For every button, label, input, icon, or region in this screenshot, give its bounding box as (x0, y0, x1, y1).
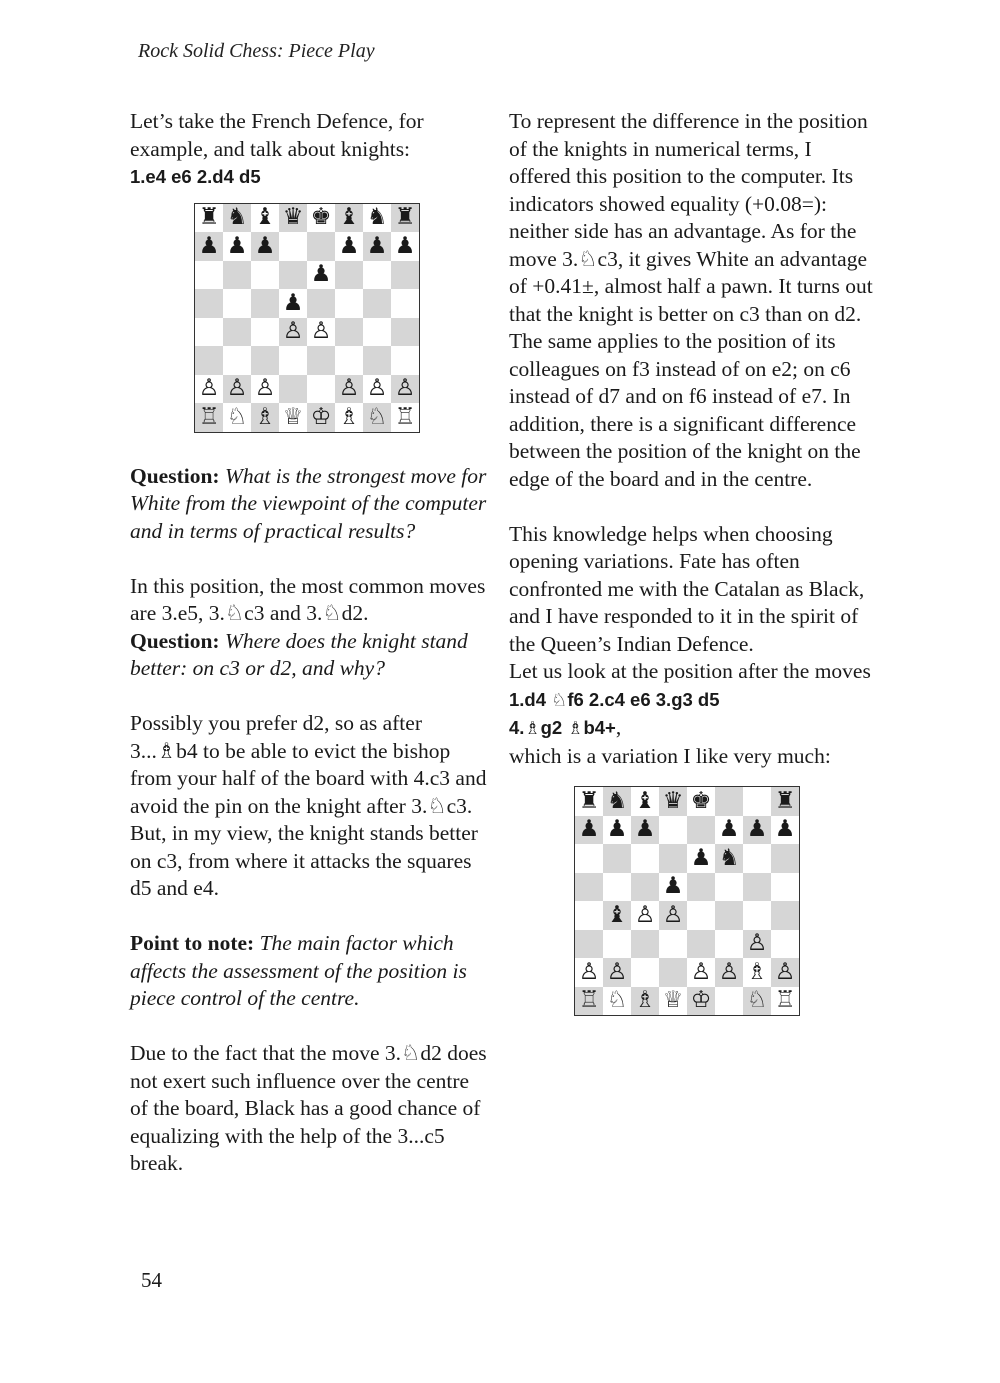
chess-piece-square: ♜ (575, 787, 603, 816)
board-square (335, 346, 363, 375)
board-square (715, 930, 743, 959)
chess-piece-square: ♟ (391, 232, 419, 261)
board-square (575, 930, 603, 959)
paragraph: In this position, the most common moves are 3.e5, 3.♘c3 and 3.♘d2. (130, 573, 486, 625)
knight-figurine-icon: ♘ (551, 689, 568, 711)
board-square (603, 930, 631, 959)
chess-piece-square: ♟ (743, 816, 771, 845)
chess-piece-square: ♟ (631, 816, 659, 845)
chess-piece-square: ♟ (603, 816, 631, 845)
note-label: Point to note: (130, 931, 255, 955)
chess-piece-square: ♞ (603, 787, 631, 816)
chess-piece-square: ♔ (307, 403, 335, 432)
chess-piece-square: ♙ (743, 930, 771, 959)
chess-piece-square: ♘ (363, 403, 391, 432)
chess-piece-square: ♚ (307, 204, 335, 233)
board-square (603, 844, 631, 873)
chess-piece-square: ♗ (743, 958, 771, 987)
chess-piece-square: ♙ (687, 958, 715, 987)
chess-piece-square: ♕ (659, 987, 687, 1016)
chess-piece-square: ♟ (575, 816, 603, 845)
chess-piece-square: ♖ (195, 403, 223, 432)
board-square (195, 261, 223, 290)
chess-diagram-2 (574, 786, 874, 1016)
board-square (715, 987, 743, 1016)
chess-piece-square: ♟ (251, 232, 279, 261)
board-square (687, 873, 715, 902)
board-square (195, 289, 223, 318)
chess-piece-square: ♙ (771, 958, 799, 987)
board-square (223, 346, 251, 375)
chess-piece-square: ♝ (603, 901, 631, 930)
board-square (279, 232, 307, 261)
chess-piece-square: ♘ (603, 987, 631, 1016)
board-square (771, 901, 799, 930)
move-text: g2 (540, 717, 568, 738)
board-square (631, 873, 659, 902)
question-label: Question: (130, 628, 220, 653)
chess-piece-square: ♛ (279, 204, 307, 233)
paragraph: Let us look at the position after the moves (509, 659, 871, 683)
chess-piece-square: ♔ (687, 987, 715, 1016)
chess-piece-square: ♘ (743, 987, 771, 1016)
board-square (307, 289, 335, 318)
paragraph: Possibly you prefer d2, so as after 3...♗b4 to be able to evict the bishop from your half of the board with 4.c3 and avoid the pin on the knight after 3.♘c3. But, in my view, the knight stands better on c3, from where it attacks the squares d5 and e4. (130, 711, 487, 900)
chess-piece-square: ♙ (307, 318, 335, 347)
chess-piece-square: ♘ (223, 403, 251, 432)
board-square (631, 930, 659, 959)
board-square (687, 930, 715, 959)
board-square (251, 289, 279, 318)
left-column (130, 108, 490, 1178)
chess-piece-square: ♙ (223, 375, 251, 404)
move-text: 4. (509, 717, 525, 738)
moves-line-2 (509, 714, 874, 743)
board-square (279, 375, 307, 404)
board-square (251, 261, 279, 290)
chess-piece-square: ♗ (631, 987, 659, 1016)
point-to-note (130, 930, 490, 1013)
board-square (575, 873, 603, 902)
board-square (223, 289, 251, 318)
board-square (743, 844, 771, 873)
question-text: Where does the knight stand better: on c3 or d2, and why? (130, 628, 468, 680)
chess-piece-square: ♜ (771, 787, 799, 816)
chess-piece-square: ♖ (575, 987, 603, 1016)
chess-piece-square: ♜ (195, 204, 223, 233)
board-square (195, 346, 223, 375)
board-square (771, 844, 799, 873)
board-square (743, 901, 771, 930)
chess-piece-square: ♟ (307, 261, 335, 290)
paragraph: This knowledge helps when choosing opening variations. Fate has often confronted me with the Catalan as Black, and I have responded to it in the spirit of the Queen’s Indian Defence. (509, 521, 865, 656)
question-text: What is the strongest move for White from the viewpoint of the computer and in terms of practical results? (130, 463, 487, 543)
intro-text: Let’s take the French Defence, for example, and talk about knights: (130, 109, 424, 161)
board-square (771, 873, 799, 902)
chess-piece-square: ♛ (659, 787, 687, 816)
chess-piece-square: ♙ (251, 375, 279, 404)
board-square (771, 930, 799, 959)
chess-piece-square: ♗ (251, 403, 279, 432)
board-square (363, 346, 391, 375)
chess-piece-square: ♟ (715, 816, 743, 845)
chess-piece-square: ♙ (363, 375, 391, 404)
chess-piece-square: ♖ (391, 403, 419, 432)
board-square (223, 318, 251, 347)
board-square (279, 346, 307, 375)
chess-piece-square: ♝ (251, 204, 279, 233)
paragraph: which is a variation I like very much: (509, 743, 831, 768)
board-square (335, 289, 363, 318)
board-square (715, 901, 743, 930)
board-square (391, 346, 419, 375)
board-square (307, 232, 335, 261)
board-square (631, 844, 659, 873)
chess-piece-square: ♟ (279, 289, 307, 318)
board-square (363, 289, 391, 318)
chess-piece-square: ♙ (659, 901, 687, 930)
board-square (335, 261, 363, 290)
question-2 (130, 628, 490, 683)
paragraph: To represent the difference in the position of the knights in numerical terms, I offered this position to the computer. Its indicators showed equality (+0.08=): neither side has an advantage. As for the move 3.♘c3, it gives White an advantage of +0.41±, almost half a pawn. It turns out that the knight is better on c3 than on d2. The same applies to the position of its colleagues on f3 instead of on e2; on c6 instead of d7 and on f6 instead of e7. In addition, there is a significant difference between the position of the knight on the edge of the board and in the centre. (509, 109, 873, 491)
chess-piece-square: ♗ (335, 403, 363, 432)
bishop-figurine-icon: ♗ (567, 718, 584, 739)
board-square (659, 816, 687, 845)
board-square (659, 930, 687, 959)
chess-piece-square: ♟ (195, 232, 223, 261)
chess-piece-square: ♟ (687, 844, 715, 873)
chess-piece-square: ♜ (391, 204, 419, 233)
board-square (307, 375, 335, 404)
board-square (251, 318, 279, 347)
moves-line-1 (509, 686, 874, 715)
board-square (715, 787, 743, 816)
chess-piece-square: ♟ (363, 232, 391, 261)
move-text: f6 2.c4 e6 3.g3 d5 (567, 688, 720, 710)
chess-piece-square: ♟ (335, 232, 363, 261)
chess-piece-square: ♚ (687, 787, 715, 816)
board-square (659, 844, 687, 873)
board-square (391, 289, 419, 318)
chess-piece-square: ♙ (335, 375, 363, 404)
chess-piece-square: ♙ (279, 318, 307, 347)
board-square (715, 873, 743, 902)
board-square (659, 958, 687, 987)
board-square (575, 844, 603, 873)
board-square (687, 816, 715, 845)
chess-piece-square: ♝ (335, 204, 363, 233)
board-square (687, 901, 715, 930)
board-square (391, 261, 419, 290)
board-square (743, 873, 771, 902)
chess-piece-square: ♖ (771, 987, 799, 1016)
right-column (509, 108, 874, 1016)
board-square (743, 787, 771, 816)
chess-piece-square: ♙ (391, 375, 419, 404)
board-square (603, 873, 631, 902)
board-square (391, 318, 419, 347)
chess-piece-square: ♙ (631, 901, 659, 930)
intro-moves: 1.e4 e6 2.d4 d5 (130, 166, 261, 187)
bishop-figurine-icon: ♗ (524, 718, 541, 739)
board-square (279, 261, 307, 290)
board-square (335, 318, 363, 347)
move-text: b4+ (583, 717, 616, 738)
chess-piece-square: ♞ (223, 204, 251, 233)
note-text: The main factor which affects the assessment of the position is piece control of the centre. (130, 931, 467, 1010)
chess-piece-square: ♙ (575, 958, 603, 987)
chess-piece-square: ♕ (279, 403, 307, 432)
board-square (575, 901, 603, 930)
chess-piece-square: ♙ (195, 375, 223, 404)
comma: , (615, 715, 622, 739)
question-label: Question: (130, 463, 220, 488)
chess-piece-square: ♙ (603, 958, 631, 987)
chessboard (194, 203, 420, 433)
board-square (307, 346, 335, 375)
running-header: Rock Solid Chess: Piece Play (138, 40, 375, 62)
move-text: 1.d4 (509, 688, 552, 710)
board-square (631, 958, 659, 987)
board-square (223, 261, 251, 290)
chess-piece-square: ♝ (631, 787, 659, 816)
chess-piece-square: ♟ (771, 816, 799, 845)
chess-piece-square: ♞ (715, 844, 743, 873)
chessboard (574, 786, 800, 1016)
board-square (251, 346, 279, 375)
board-square (195, 318, 223, 347)
page-number: 54 (141, 1268, 162, 1292)
board-square (363, 261, 391, 290)
question-1 (130, 463, 490, 546)
chess-piece-square: ♙ (715, 958, 743, 987)
board-square (363, 318, 391, 347)
chess-piece-square: ♟ (659, 873, 687, 902)
chess-diagram-1 (194, 203, 490, 433)
chess-piece-square: ♞ (363, 204, 391, 233)
paragraph: Due to the fact that the move 3.♘d2 does not exert such influence over the centre of the board, Black has a good chance of equalizing with the help of the 3...c5 break. (130, 1041, 487, 1175)
chess-piece-square: ♟ (223, 232, 251, 261)
